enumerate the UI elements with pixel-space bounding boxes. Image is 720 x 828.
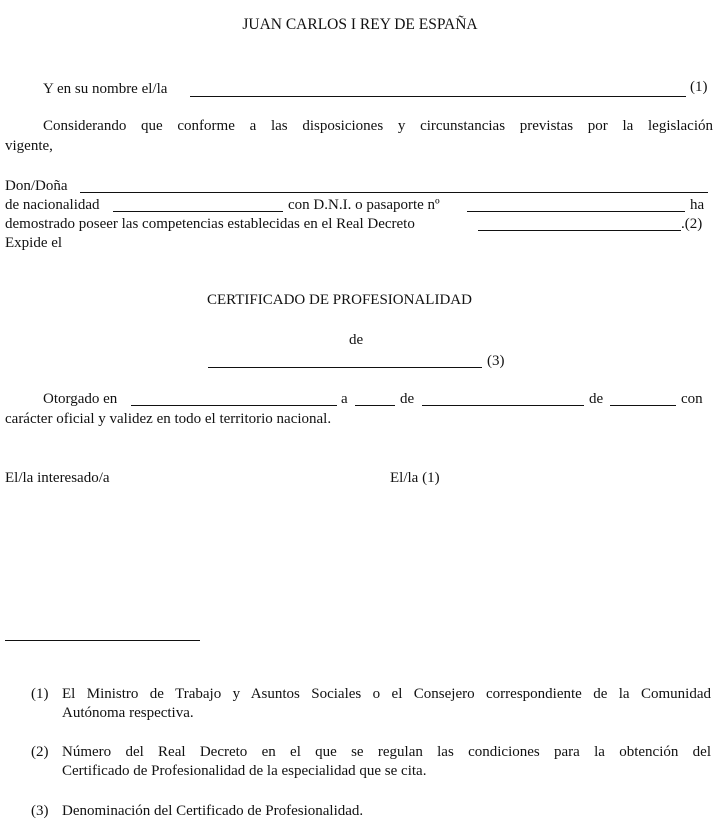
footnote-3-text — [62, 802, 711, 821]
footnote-1-line-1: El Ministro de Trabajo y Asuntos Sociales o el Consejero correspondiente de la Comunidad — [62, 686, 711, 702]
otorgado-label: Otorgado en — [43, 391, 118, 407]
nombre-label: Y en su nombre el/la — [43, 81, 168, 97]
dni-label: con D.N.I. o pasaporte nº — [288, 197, 440, 213]
considerando-line-2: vigente, — [5, 138, 53, 154]
demostrado-label: demostrado poseer las competencias establecidas en el Real Decreto — [5, 216, 415, 232]
footnote-2-text — [62, 743, 711, 781]
don-dona-label: Don/Doña — [5, 178, 68, 194]
expide-label: Expide el — [5, 235, 63, 251]
otorgado-year-blank-line[interactable] — [610, 405, 676, 406]
considerando-line-1: Considerando que conforme a las disposiciones y circunstancias previstas por la legislación — [43, 118, 713, 134]
otorgado-month-blank-line[interactable] — [422, 405, 584, 406]
signature-authority: El/la (1) — [390, 470, 440, 486]
document-title: JUAN CARLOS I REY DE ESPAÑA — [242, 16, 478, 33]
ha-label: ha — [690, 197, 705, 213]
real-decreto-ref: .(2) — [681, 216, 703, 232]
nombre-blank-line[interactable] — [190, 96, 686, 97]
real-decreto-blank-line[interactable] — [478, 230, 681, 231]
footnote-1-text — [62, 685, 711, 723]
footnote-2-number: (2) — [31, 744, 49, 760]
otorgado-line-2: carácter oficial y validez en todo el territorio nacional. — [5, 411, 332, 427]
certificate-title: CERTIFICADO DE PROFESIONALIDAD — [207, 292, 472, 308]
signature-interesado: El/la interesado/a — [5, 470, 110, 486]
nacionalidad-blank-line[interactable] — [113, 211, 283, 212]
don-dona-blank-line[interactable] — [80, 192, 708, 193]
footnote-1-number: (1) — [31, 686, 49, 702]
otorgado-day-blank-line[interactable] — [355, 405, 395, 406]
otorgado-de-1: de — [400, 391, 415, 407]
footnote-2-line-1: Número del Real Decreto en el que se regulan las condiciones para la obtención del — [62, 744, 711, 760]
certificate-name-blank-line[interactable] — [208, 367, 482, 368]
footnote-2-line-2: Certificado de Profesionalidad de la especialidad que se cita. — [62, 763, 427, 779]
footnote-3-number: (3) — [31, 803, 49, 819]
otorgado-con: con — [681, 391, 703, 407]
certificate-ref: (3) — [487, 353, 505, 369]
otorgado-a: a — [341, 391, 348, 407]
nombre-ref: (1) — [690, 79, 708, 95]
dni-blank-line[interactable] — [467, 211, 685, 212]
certificate-de: de — [349, 332, 364, 348]
otorgado-place-blank-line[interactable] — [131, 405, 337, 406]
footnote-1-line-2: Autónoma respectiva. — [62, 705, 194, 721]
footnote-3-line-1: Denominación del Certificado de Profesionalidad. — [62, 803, 364, 819]
nacionalidad-label: de nacionalidad — [5, 197, 100, 213]
otorgado-de-2: de — [589, 391, 604, 407]
footnote-separator — [5, 640, 200, 641]
